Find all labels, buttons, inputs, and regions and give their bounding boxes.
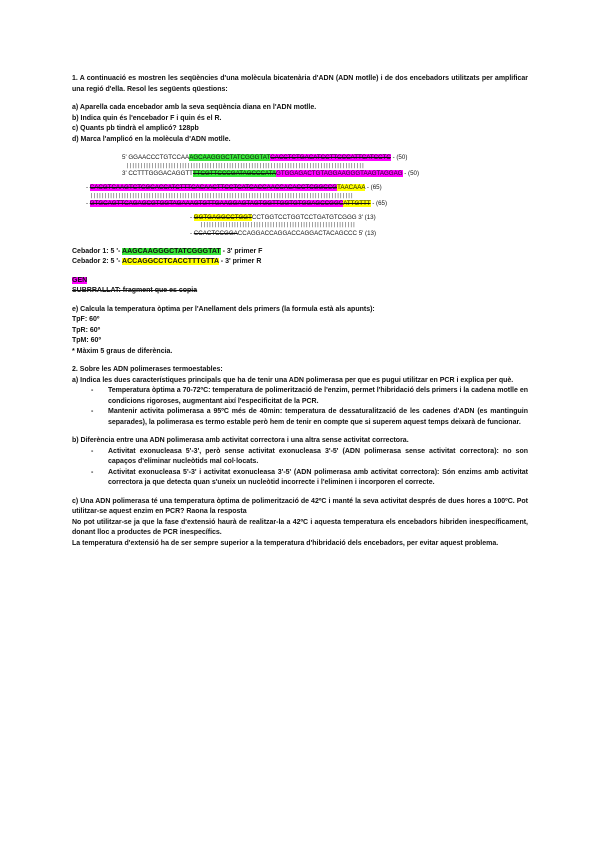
base-pair-bars: |||||||||||||||||||||||||||||||||||||||||||||||||||||||| (200, 222, 355, 229)
primer-sequence: AAGCAAGGGCTATCGGGTAT (122, 247, 221, 255)
temperature-m: TpM: 60º (72, 337, 102, 345)
seq-segment: 3' CCTTTGGGACAGGTT (122, 170, 193, 178)
question-2-title: 2. Sobre les ADN polimerases termoestables: (72, 366, 223, 374)
list-item: - Mantenir activita polimerasa a 95ºC més de 40min: temperatura de dessaturalització de les cadenes d'ADN (es mantinguin separades), la polimerasa es termo estable però hem de tenir en compte que si superem aquest temps deixarà de funcionar. (108, 407, 528, 428)
dna-strand-2-top (86, 183, 528, 193)
question-1-intro: 1. A continuació es mostren les seqüències d'una molècula bicatenària d'ADN (ADN motlle) i de dos encebadors utilitzats per amplificar una regió d'ella. Resol les següents qüestions: (72, 75, 528, 93)
gene-segment: CACGTCAAGTCTCGCACCATCTTTCACAACTTCCTCATCACCAACCACACCTCGGCCG (89, 183, 338, 191)
gene-segment: GTGCAGTTCAGAGCGTGGTAGAAAGTGTTGAAGGAGTAGTGGTTGGTGTGGAGCCGGC (89, 200, 344, 208)
legend-subratllat: SUBRRALLAT: fragment que es copia (72, 287, 198, 295)
base-pair-bars: |||||||||||||||||||||||||||||||||||||||||||||||||||||||||||||||||||||||||||||||||||||| (126, 162, 365, 169)
seq-segment: - (190, 213, 194, 221)
primer-r-target: TAACAAA (337, 183, 366, 191)
temperature-r: TpR: 60º (72, 326, 101, 334)
answer-2a-list (72, 386, 528, 428)
seq-length: - (50) (402, 170, 420, 178)
primer-r-bind: ATTGTTT (343, 200, 371, 208)
dna-strand-3-bottom (190, 229, 528, 239)
primer-sequence: ACCAGGCCTCACCTTTGTTA (122, 258, 219, 266)
primer-f-bind: TTCGTTCCCGATAGCCCATA (192, 170, 277, 178)
gene-segment: CACCTCTGACATCCTTCCCATTCATCCTC (270, 154, 391, 161)
answer-2c-1: No pot utilitzar-se ja que la fase d'extensió haurà de realitzar-la a 42ºC i aquesta temperatura els encebadors hibriden inespecíficament, donant lloc a productes de PCR inespecífics. (72, 518, 528, 537)
temperature-f: TpF: 60º (72, 316, 100, 324)
question-1c: c) Quants pb tindrà el amplicó? 128pb (72, 125, 199, 132)
dna-block-2 (86, 183, 528, 209)
seq-segment: 5' GGAACCCTGTCCAA (122, 154, 190, 161)
seq-length: - (65) (370, 200, 388, 208)
primer-type: - 3' primer R (218, 258, 262, 266)
legend-gen (72, 276, 528, 287)
seq-segment: - (86, 200, 90, 208)
primer-1 (72, 247, 528, 258)
primer-2 (72, 257, 528, 268)
dna-strand-1-bottom (122, 169, 528, 179)
dna-strand-1-top (122, 153, 528, 163)
primer-type: - 3' primer F (220, 247, 263, 255)
seq-length: - (50) (390, 154, 408, 161)
dna-strand-2-bottom (86, 199, 528, 209)
seq-length: - (65) (365, 183, 382, 191)
question-1b: b) Indica quin és l'encebador F i quin és el R. (72, 114, 222, 122)
question-2c: c) Una ADN polimerasa té una temperatura òptima de polimerització de 42ºC i manté la seva activitat després de dues hores a 100ºC. Pot utilitzar-se aquest enzim en PCR? Raona la resposta (72, 497, 528, 516)
dna-block-1 (122, 153, 528, 179)
question-1e: e) Calcula la temperatura òptima per l'Anellament dels primers (la formula està als apunts): (72, 305, 375, 313)
dna-block-3 (190, 213, 528, 239)
list-item: - Activitat exonucleasa 5'-3' i activitat exonucleasa 3'-5' (ADN polimerasa amb activitat correctora): Són enzims amb activitat correctora ja que detecta quan s'uneix un nucleòtid incorrecte i l'eliminen i incorporen el correcte. (108, 468, 528, 489)
dna-strand-3-top (190, 213, 528, 223)
gene-segment: GTGGAGACTGTAGGAAGGGTAAGTAGGAG (276, 170, 403, 178)
answer-2c-2: La temperatura d'extensió ha de ser sempre superior a la temperatura d'hibridació dels encebadors, per evitar aquest problema. (72, 539, 499, 547)
primer-label: Cebador 2: 5 '- (72, 258, 123, 266)
primer-f-target: AGCAAGGGCTATCGGGTAT (189, 154, 271, 161)
primer-label: Cebador 1: 5 '- (72, 247, 123, 255)
question-2a: a) Indica les dues característiques principals que ha de tenir una ADN polimerasa per que es pugui utilitzar en PCR i explica per què. (72, 376, 514, 384)
answer-2b-list (72, 447, 528, 489)
question-1d: d) Marca l'amplicó en la molècula d'ADN motlle. (72, 135, 231, 143)
seq-segment: CCTGGTCCTGGTCCTGATGTCGGG 3' (13) (251, 213, 376, 221)
base-pair-bars: ||||||||||||||||||||||||||||||||||||||||||||||||||||||||||||||||||||||||||||||||||||||||||||||| (90, 192, 353, 199)
question-2b: b) Diferència entre una ADN polimerasa amb activitat correctora i una altra sense activitat correctora. (72, 437, 409, 445)
question-1a: a) Aparella cada encebador amb la seva seqüència diana en l'ADN motlle. (72, 104, 317, 111)
primer-r-target: GGTGAGGCCTGGT (193, 213, 252, 221)
temperature-note: * Màxim 5 graus de diferència. (72, 347, 173, 355)
primer-r-bind: CCACTCCGGA (193, 230, 238, 238)
list-item: - Activitat exonucleasa 5'-3', però sense activitat exonucleasa 3'-5' (ADN polimerasa sense activitat correctora): no son capaços d'eliminar nucleòtids mal col·locats. (108, 447, 528, 468)
legend-gen-label: GEN (72, 276, 88, 284)
document-page (72, 74, 528, 549)
seq-segment: CCAGGACCAGGACCAGGACTACAGCCC 5' (13) (237, 230, 377, 238)
list-item: - Temperatura òptima a 70-72ºC: temperatura de polimerització de l'enzim, permet l'hibridació dels primers i la cadena motlle en condicions rigoroses, augmentant així l'especificitat de la PCR. (108, 386, 528, 407)
seq-segment: - (86, 183, 90, 191)
seq-segment: - (190, 230, 194, 238)
